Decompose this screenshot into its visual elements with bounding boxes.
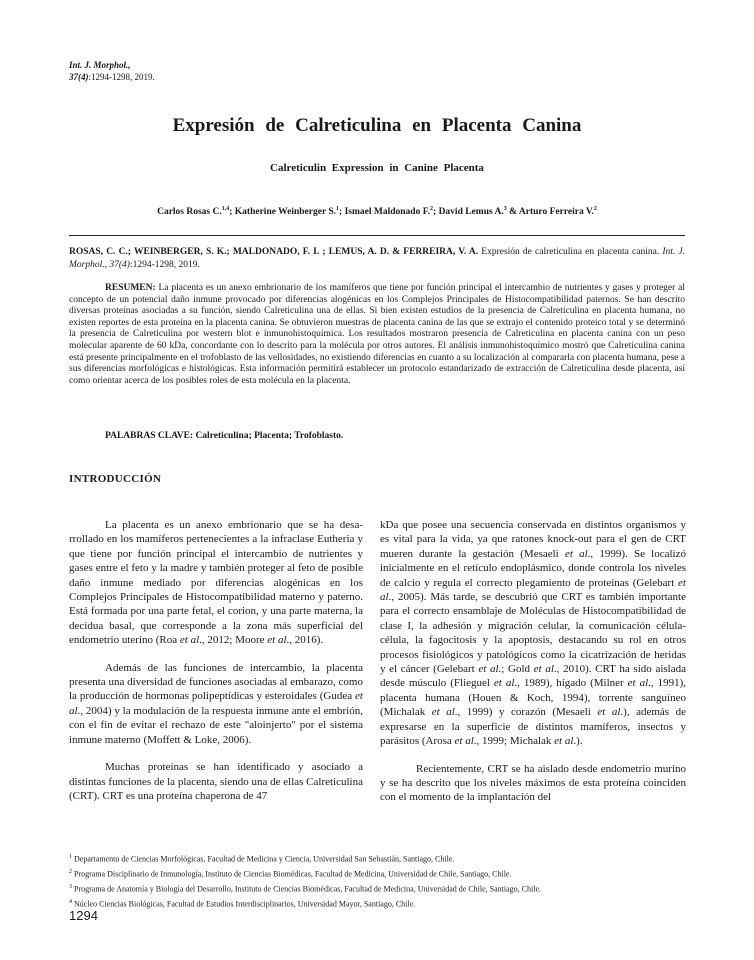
author-name: Katherine Weinberger S. — [234, 207, 337, 218]
author-affiliation: 2 — [430, 206, 434, 212]
author-name: Ismael Maldonado F. — [344, 207, 431, 218]
volume-pages — [69, 71, 155, 83]
author-list: Carlos Rosas C.$^{1,4}$; Katherine Weinberger S.$^1$; Ismael Maldonado F.$^2$; David Lemus A.$^3$ & Arturo Ferreira V.$^2$ — [157, 206, 597, 218]
reference-authors: ROSAS, C. C.; WEINBERGER, S. K.; MALDONADO, F. I. ; LEMUS, A. D. & FERREIRA, V. A. — [69, 247, 479, 257]
paragraph: Además de las funciones de intercambio, la placenta presenta una diversidad de funciones asociadas al embarazo, como la producción de hormonas polipeptídicas y esteroidales (Gudea et al., 2004) y la modulación de la respuesta inmune ante el embrión, con el fin de evitar el rechazo de este "aloinjerto" por el sistema inmune materno (Moffett & Loke, 2006). — [69, 661, 363, 746]
volume-issue: 37(4) — [69, 72, 89, 82]
article-subtitle: Calreticulin Expression in Canine Placenta — [270, 162, 484, 174]
author-affiliation: 1 — [336, 206, 340, 212]
abstract-text: La placenta es un anexo embrionario de los mamíferos que tiene por función principal el intercambio de nutrientes y gases y proteger al concepto de un potencial daño inmune provocado por diferencias alogénicas en los Complejos Principales de Histocompatibilidad paternos. Se han descrito diversas proteínas asociadas a su función, siendo Calreticulina una de ellas. Si bien existen estudios de la presencia de Calreticulina en placenta humana, no existen reportes de esta proteína en la placenta canina. Se obtuvieron muestras de placenta canina de las que se extrajo el contenido proteico total y se determinó la presencia de Calreticulina por western blot e inmunohistoquímica. Los resultados mostraron presencia de Calreticulina en placenta canina con un peso molecular aparente de 60 kDa, concordante con lo descrito para la molécula por otros autores. El análisis inmunohistoquímico mostró que Calreticulina canina está presente principalmente en el trofoblasto de las vellosidades, no existiendo diferencias en cuanto a su localización al compararla con placenta humana, pese a sus diferencias morfológicas e histológicas. Esta información permitirá establecer un protocolo estandarizado de extracción de Calreticulina desde placenta, así como orientar acerca de los posibles roles de esta molécula en la placenta. — [69, 283, 685, 386]
left-column — [69, 518, 363, 816]
keywords: PALABRAS CLAVE: Calreticulina; Placenta; Trofoblasto. — [105, 431, 344, 441]
page-number: 1294 — [69, 908, 98, 923]
right-column — [380, 518, 686, 818]
author-affiliation: 2 — [593, 206, 597, 212]
paragraph: kDa que posee una secuencia conservada en distintos organismos y es vital para la vida, ya que ratones knock-out para el gen de CRT mueren durante la gestación (Mesaeli et al., 1999). Se localizó inicialmente en el retículo endoplásmico, donde controla los niveles de calcio y regula el correcto plegamiento de proteínas (Gelebart et al., 2005). Más tarde, se descubrió que CRT es también importante para el correcto ensamblaje de Moléculas de Histocompatibilidad de clase I, la adhesión y migración celular, la comunicación célula-célula, la fagocitosis y la apoptosis, destacando su rol en otros procesos fisiológicos y patológicos como la cicatrización de heridas y el cáncer (Gelebart et al.; Gold et al., 2010). CRT ha sido aislada desde músculo (Flieguel et al., 1989), hígado (Milner et al., 1991), placenta humana (Houen & Koch, 1994), torrente sanguíneo (Michalak et al., 1999) y corazón (Mesaeli et al.), además de expresarse en la superficie de distintos mamíferos, insectos y parásitos (Arosa et al., 1999; Michalak et al.). — [380, 519, 686, 748]
reference-pages: :1294-1298, 2019. — [129, 260, 200, 270]
reference-citation — [69, 246, 685, 272]
journal-name: Int. J. Morphol., — [69, 60, 131, 70]
author-affiliation: 1,4 — [221, 206, 230, 212]
footnote: $^1$ Departamento de Ciencias Morfológicas, Facultad de Medicina y Ciencia, Universidad San Sebastián, Santiago, Chile. — [69, 854, 455, 864]
paragraph: Muchas proteínas se han identificado y asociado a distintas funciones de la placenta, siendo una de ellas Calreticulina (CRT). CRT es una proteína chaperona de 47 — [69, 761, 363, 802]
paragraph: La placenta es un anexo embrionario que se ha desarrollado en los mamíferos pertenecientes a la infraclase Eutheria y que tiene por función principal el intercambio de nutrientes y gases entre el feto y la madre y también proteger al feto de posible daño inmune mediado por diferencias alogénicas en los Complejos Principales de Histocompatibilidad materno y paterno. Está formada por una parte fetal, el corion, y una parte materna, la decidua basal, que corresponde a la zona más superficial del endometrio uterino (Roa et al., 2012; Moore et al., 2016). — [69, 519, 363, 647]
author-name: Arturo Ferreira V. — [518, 207, 594, 218]
author-name: David Lemus A. — [438, 207, 504, 218]
footnote: $^3$ Programa de Anatomía y Biología del Desarrollo, Instituto de Ciencias Biomédicas, Facultad de Medicina, Universidad de Chile, Santiago, Chile. — [69, 883, 542, 894]
article-title: Expresión de Calreticulina en Placenta Canina — [172, 115, 582, 136]
pages-year: :1294-1298, 2019. — [88, 72, 155, 82]
reference-journal: Int. J. Morphol., 37(4) — [69, 247, 685, 270]
footnote: $^2$ Programa Disciplinario de Inmunología, Instituto de Ciencias Biomédicas, Facultad de Medicina, Universidad de Chile, Santiago, Chile. — [69, 868, 512, 879]
author-name: Carlos Rosas C. — [157, 207, 222, 218]
author-affiliation: 3 — [503, 206, 507, 212]
section-heading: INTRODUCCIÓN — [69, 473, 162, 485]
footnote: $^4$ Núcleo Ciencias Biológicas, Facultad de Estudios Interdisciplinarios, Universidad Mayor, Santiago, Chile. — [69, 898, 416, 909]
abstract — [69, 283, 685, 387]
footnotes — [69, 851, 689, 911]
abstract-label: RESUMEN: — [105, 283, 156, 293]
header-rule — [69, 235, 685, 236]
reference-title: Expresión de calreticulina en placenta canina. — [478, 247, 663, 257]
paragraph: Recientemente, CRT se ha aislado desde endometrio murino y se ha descrito que los niveles máximos de esta proteína coinciden con el momento de la implantación del — [380, 762, 686, 804]
